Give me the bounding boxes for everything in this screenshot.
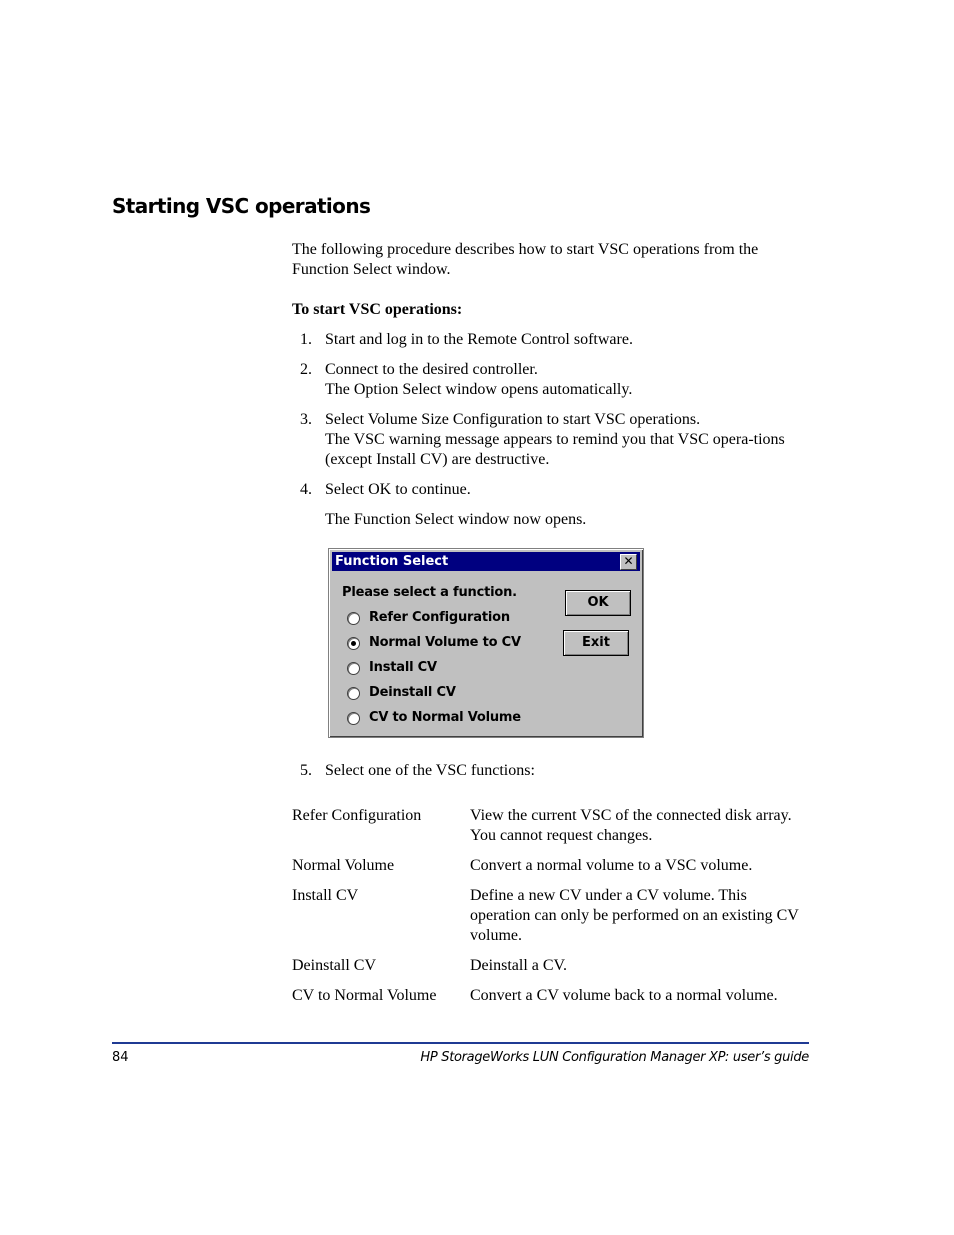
footer-divider [112,1042,809,1044]
dialog-prompt: Please select a function. [342,585,517,600]
step-note: The Option Select window opens automatically. [325,381,633,398]
step-text: Select Volume Size Configuration to start VSC operations. [325,411,701,428]
radio-selected-icon[interactable] [347,637,360,650]
function-row [292,986,812,1006]
dialog-title: Function Select [335,554,449,569]
function-desc: Define a new CV under a CV volume. This operation can only be performed on an existing CV volume. [470,887,799,944]
procedure-heading: To start VSC operations: [292,301,463,318]
step-number: 2. [300,361,312,378]
function-name: Refer Configuration [292,807,422,824]
section-title: Starting VSC operations [112,194,371,218]
guide-title: HP StorageWorks LUN Configuration Manager XP: user’s guide [420,1050,809,1065]
step-2 [292,360,812,400]
ok-button[interactable]: OK [565,590,631,616]
radio-icon[interactable] [347,712,360,725]
close-icon[interactable]: ✕ [620,554,637,570]
function-desc: Convert a CV volume back to a normal volume. [470,987,778,1004]
step-note: The Function Select window now opens. [325,511,587,528]
step-text: Select OK to continue. [325,481,471,498]
page-number: 84 [112,1050,129,1065]
option-label: Refer Configuration [369,610,510,625]
function-row [292,956,812,976]
step-4 [292,480,812,530]
step-number: 4. [300,481,312,498]
step-number: 5. [300,762,312,779]
option-label: Normal Volume to CV [369,635,521,650]
step-3 [292,410,812,470]
option-label: Deinstall CV [369,685,456,700]
radio-icon[interactable] [347,662,360,675]
option-label: Install CV [369,660,437,675]
function-select-dialog [328,548,644,738]
step-1 [292,330,812,350]
function-name: Install CV [292,887,359,904]
step-5 [292,761,812,781]
dialog-titlebar [332,552,640,571]
step-text: Select one of the VSC functions: [325,762,535,779]
exit-button[interactable]: Exit [563,630,629,656]
step-number: 1. [300,331,312,348]
function-name: Normal Volume [292,857,395,874]
function-row [292,886,812,946]
option-label: CV to Normal Volume [369,710,521,725]
function-desc: View the current VSC of the connected disk array. You cannot request changes. [470,807,792,844]
function-desc: Convert a normal volume to a VSC volume. [470,857,753,874]
radio-icon[interactable] [347,687,360,700]
step-note: The VSC warning message appears to remind you that VSC opera-tions (except Install CV) are destructive. [325,431,785,468]
function-row [292,806,812,846]
step-text: Start and log in to the Remote Control software. [325,331,633,348]
radio-icon[interactable] [347,612,360,625]
step-text: Connect to the desired controller. [325,361,538,378]
function-desc: Deinstall a CV. [470,957,568,974]
function-name: Deinstall CV [292,957,376,974]
step-number: 3. [300,411,312,428]
intro-paragraph: The following procedure describes how to start VSC operations from the Function Select window. [292,241,759,278]
function-name: CV to Normal Volume [292,987,437,1004]
function-row [292,856,812,876]
